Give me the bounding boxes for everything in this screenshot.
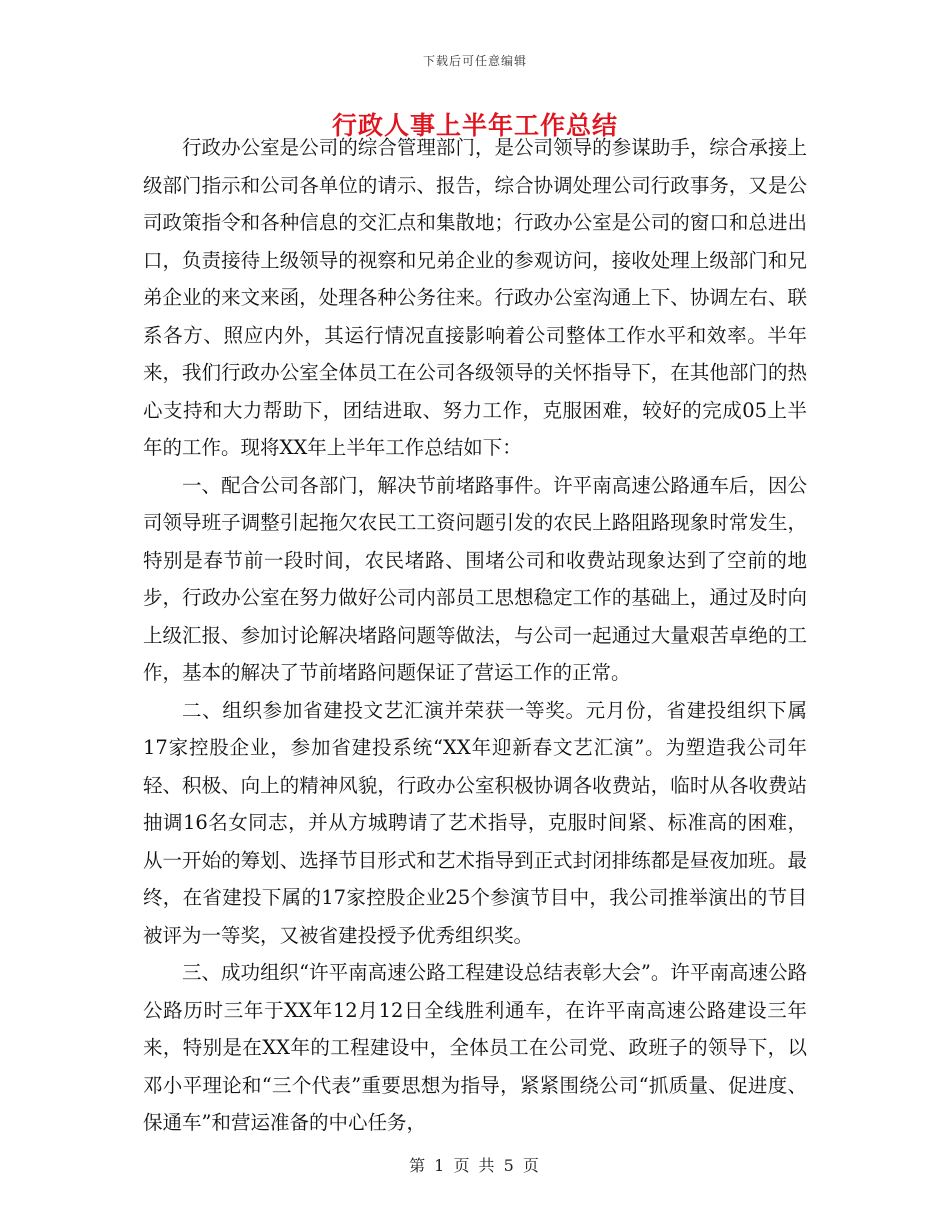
paragraph-section-2: 二、组织参加省建投文艺汇演并荣获一等奖。元月份，省建投组织下属17家控股企业，参加省建投系统“XX年迎新春文艺汇演”。为塑造我公司年轻、积极、向上的精神风貌，行政办公室积极协调各收费站，临时从各收费站抽调16名女同志，并从方城聘请了艺术指导，克服时间紧、标准高的困难，从一开始的筹划、选择节目形式和艺术指导到正式封闭排练都是昼夜加班。最终，在省建投下属的17家控股企业25个参演节目中，我公司推举演出的节目被评为一等奖，又被省建投授予优秀组织奖。 [143,698,807,947]
paragraph-intro: 行政办公室是公司的综合管理部门，是公司领导的参谋助手，综合承接上级部门指示和公司各单位的请示、报告，综合协调处理公司行政事务，又是公司政策指令和各种信息的交汇点和集散地；行政办公室是公司的窗口和总进出口，负责接待上级领导的视察和兄弟企业的参观访问，接收处理上级部门和兄弟企业的来文来函，处理各种公务往来。行政办公室沟通上下、协调左右、联系各方、照应内外，其运行情况直接影响着公司整体工作水平和效率。半年来，我们行政办公室全体员工在公司各级领导的关怀指导下，在其他部门的热心支持和大力帮助下，团结进取、努力工作，克服困难，较好的完成05上半年的工作。现将XX年上半年工作总结如下： [143,136,807,459]
document-body [143,129,807,1142]
document-title: 行政人事上半年工作总结 [331,111,618,140]
paragraph-section-1: 一、配合公司各部门，解决节前堵路事件。许平南高速公路通车后，因公司领导班子调整引起拖欠农民工工资问题引发的农民上路阻路现象时常发生，特别是春节前一段时间，农民堵路、围堵公司和收费站现象达到了空前的地步，行政办公室在努力做好公司内部员工思想稳定工作的基础上，通过及时向上级汇报、参加讨论解决堵路问题等做法，与公司一起通过大量艰苦卓绝的工作，基本的解决了节前堵路问题保证了营运工作的正常。 [143,473,807,684]
header-note: 下载后可任意编辑 [422,54,527,68]
page-number-footer: 第 1 页 共 5 页 [409,1156,541,1175]
paragraph-section-3: 三、成功组织“许平南高速公路工程建设总结表彰大会”。许平南高速公路公路历时三年于XX年12月12日全线胜利通车，在许平南高速公路建设三年来，特别是在XX年的工程建设中，全体员工在公司党、政班子的领导下，以邓小平理论和“三个代表”重要思想为指导，紧紧围绕公司“抓质量、促进度、保通车”和营运准备的中心任务， [143,961,807,1134]
